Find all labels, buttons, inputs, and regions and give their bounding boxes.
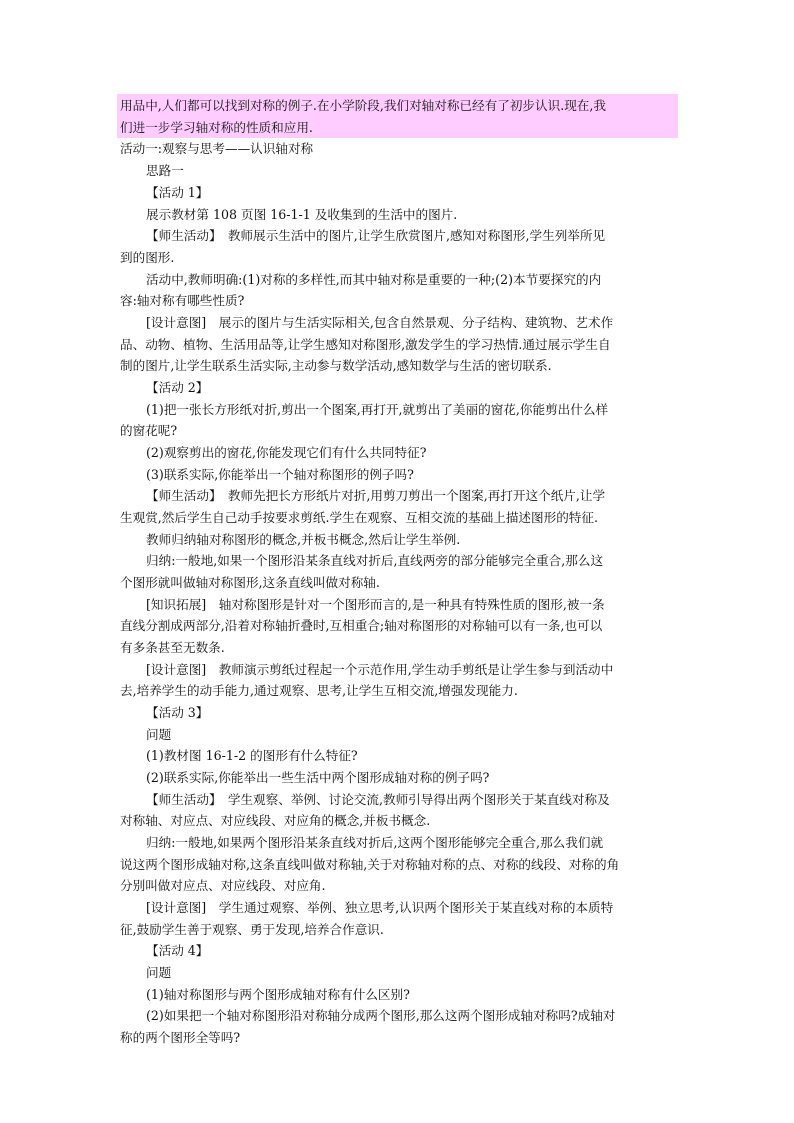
text-line: 展示教材第 108 页图 16-1-1 及收集到的生活中的图片. xyxy=(146,207,458,222)
text-line: [设计意图] 展示的图片与生活实际相关,包含自然景观、分子结构、建筑物、艺术作 xyxy=(146,315,614,330)
text-line: 归纳:一般地,如果一个图形沿某条直线对折后,直线两旁的部分能够完全重合,那么这 xyxy=(146,553,604,568)
text-line: 的窗花呢? xyxy=(120,423,178,438)
text-line: (1)教材图 16-1-2 的图形有什么特征? xyxy=(146,748,358,763)
text-line: 思路一 xyxy=(146,163,184,178)
text-line: (2)观察剪出的窗花,你能发现它们有什么共同特征? xyxy=(146,445,427,460)
text-line: (1)轴对称图形与两个图形成轴对称有什么区别? xyxy=(146,987,410,1002)
text-line: 称的两个图形全等吗? xyxy=(120,1030,241,1045)
section-heading: 活动一:观察与思考——认识轴对称 xyxy=(120,141,314,156)
text-line: 对称轴、对应点、对应线段、对应角的概念,并板书概念. xyxy=(120,813,431,828)
text-line: [设计意图] 教师演示剪纸过程起一个示范作用,学生动手剪纸是让学生参与到活动中 xyxy=(146,662,614,677)
text-line: [设计意图] 学生通过观察、举例、独立思考,认识两个图形关于某直线对称的本质特 xyxy=(146,900,614,915)
text-line: 生观赏,然后学生自己动手按要求剪纸.学生在观察、互相交流的基础上描述图形的特征. xyxy=(120,510,598,525)
text-line: 容:轴对称有哪些性质? xyxy=(120,293,245,308)
text-line: (2)联系实际,你能举出一些生活中两个图形成轴对称的例子吗? xyxy=(146,770,490,785)
text-line: 归纳:一般地,如果两个图形沿某条直线对折后,这两个图形能够完全重合,那么我们就 xyxy=(146,835,604,850)
activity-heading: 【活动 4】 xyxy=(146,943,209,958)
text-line: 到的图形. xyxy=(120,250,175,265)
text-line: 个图形就叫做轴对称图形,这条直线叫做对称轴. xyxy=(120,575,380,590)
activity-heading: 【活动 1】 xyxy=(146,185,209,200)
text-line: 征,鼓励学生善于观察、勇于发现,培养合作意识. xyxy=(120,922,384,937)
text-line: 分别叫做对应点、对应线段、对应角. xyxy=(120,878,326,893)
text-line: 制的图片,让学生联系生活实际,主动参与数学活动,感知数学与生活的密切联系. xyxy=(120,358,552,373)
text-line: 用品中,人们都可以找到对称的例子.在小学阶段,我们对轴对称已经有了初步认识.现在,我 xyxy=(120,98,606,113)
text-line: (2)如果把一个轴对称图形沿对称轴分成两个图形,那么这两个图形成轴对称吗?成轴对 xyxy=(146,1008,616,1023)
text-line: 去,培养学生的动手能力,通过观察、思考,让学生互相交流,增强发现能力. xyxy=(120,683,518,698)
text-line: 【师生活动】 教师展示生活中的图片,让学生欣赏图片,感知对称图形,学生列举所见 xyxy=(146,228,606,243)
text-line: 说这两个图形成轴对称,这条直线叫做对称轴,关于对称轴对称的点、对称的线段、对称的角 xyxy=(120,857,620,872)
text-line: 活动中,教师明确:(1)对称的多样性,而其中轴对称是重要的一种;(2)本节要探究的内 xyxy=(146,272,602,287)
activity-heading: 【活动 3】 xyxy=(146,705,209,720)
text-line: 品、动物、植物、生活用品等,让学生感知对称图形,激发学生的学习热情.通过展示学生自 xyxy=(120,337,611,352)
text-line: 问题 xyxy=(146,727,172,742)
text-line: [知识拓展] 轴对称图形是针对一个图形而言的,是一种具有特殊性质的图形,被一条 xyxy=(146,597,605,612)
text-line: 们进一步学习轴对称的性质和应用. xyxy=(120,120,313,135)
text-line: 问题 xyxy=(146,965,172,980)
text-line: 直线分割成两部分,沿着对称轴折叠时,互相重合;轴对称图形的对称轴可以有一条,也可以 xyxy=(120,618,603,633)
text-line: 【师生活动】 教师先把长方形纸片对折,用剪刀剪出一个图案,再打开这个纸片,让学 xyxy=(146,488,606,503)
activity-heading: 【活动 2】 xyxy=(146,380,209,395)
text-line: (3)联系实际,你能举出一个轴对称图形的例子吗? xyxy=(146,467,414,482)
text-line: 有多条甚至无数条. xyxy=(120,640,225,655)
text-line: 教师归纳轴对称图形的概念,并板书概念,然后让学生举例. xyxy=(146,532,461,547)
text-line: (1)把一张长方形纸对折,剪出一个图案,再打开,就剪出了美丽的窗花,你能剪出什么样 xyxy=(146,402,609,417)
text-line: 【师生活动】 学生观察、举例、讨论交流,教师引导得出两个图形关于某直线对称及 xyxy=(146,792,610,807)
